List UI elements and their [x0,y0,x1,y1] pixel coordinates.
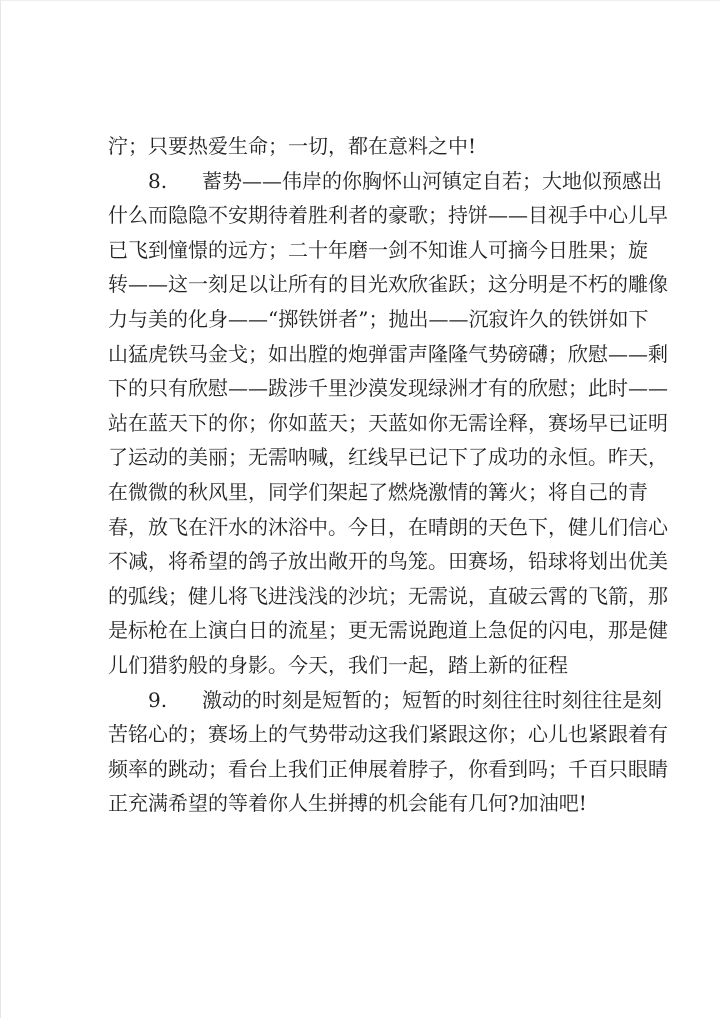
paragraph-9-first-line [108,683,662,718]
paragraph-8-first-line [108,164,662,199]
paragraph-number: 8. [148,168,168,193]
text-line: 已飞到憧憬的远方；二十年磨一剑不知谁人可摘今日胜果；旋 [108,237,648,262]
text-line: 转——这一刻足以让所有的目光欢欣雀跃；这分明是不朽的雕像 [108,272,668,297]
text-line: 的弧线；健儿将飞进浅浅的沙坑；无需说，直破云霄的飞箭，那 [108,583,668,608]
text-line: 什么而隐隐不安期待着胜利者的豪歌；持饼——目视手中心儿早 [108,203,668,228]
text-line: 下的只有欣慰——跋涉千里沙漠发现绿洲才有的欣慰；此时—— [108,376,668,401]
text-line: 苦铭心的；赛场上的气势带动这我们紧跟这你；心儿也紧跟着有 [108,722,668,747]
paragraph-number: 9. [148,687,168,712]
text-line: 力与美的化身——“掷铁饼者”；抛出——沉寂许久的铁饼如下 [108,306,649,331]
text-line: 春，放飞在汗水的沐浴中。今日，在晴朗的天色下，健儿们信心 [108,514,668,539]
text-line: 是标枪在上演白日的流星；更无需说跑道上急促的闪电，那是健 [108,618,668,643]
text-line: 正充满希望的等着你人生拼搏的机会能有几何?加油吧! [108,791,587,816]
text-line: 激动的时刻是短暂的；短暂的时刻往往时刻往往是刻 [202,687,662,712]
text-line: 在微微的秋风里，同学们架起了燃烧激情的篝火；将自己的青 [108,479,648,504]
text-line: 站在蓝天下的你；你如蓝天；天蓝如你无需诠释，赛场早已证明 [108,410,668,435]
text-line: 蓄势——伟岸的你胸怀山河镇定自若；大地似预感出 [202,168,662,193]
text-line: 山猛虎铁马金戈；如出膛的炮弹雷声隆隆气势磅礴；欣慰——剩 [108,341,668,366]
text-line: 频率的跳动；看台上我们正伸展着脖子，你看到吗；千百只眼睛 [108,756,668,781]
text-line: 泞；只要热爱生命；一切，都在意料之中! [108,134,477,158]
document-body [108,129,668,821]
text-line: 了运动的美丽；无需呐喊，红线早已记下了成功的永恒。昨天， [108,445,668,470]
text-line: 不减，将希望的鸽子放出敞开的鸟笼。田赛场，铅球将划出优美 [108,549,668,574]
text-line: 儿们猎豹般的身影。今天，我们一起，踏上新的征程 [108,652,568,677]
